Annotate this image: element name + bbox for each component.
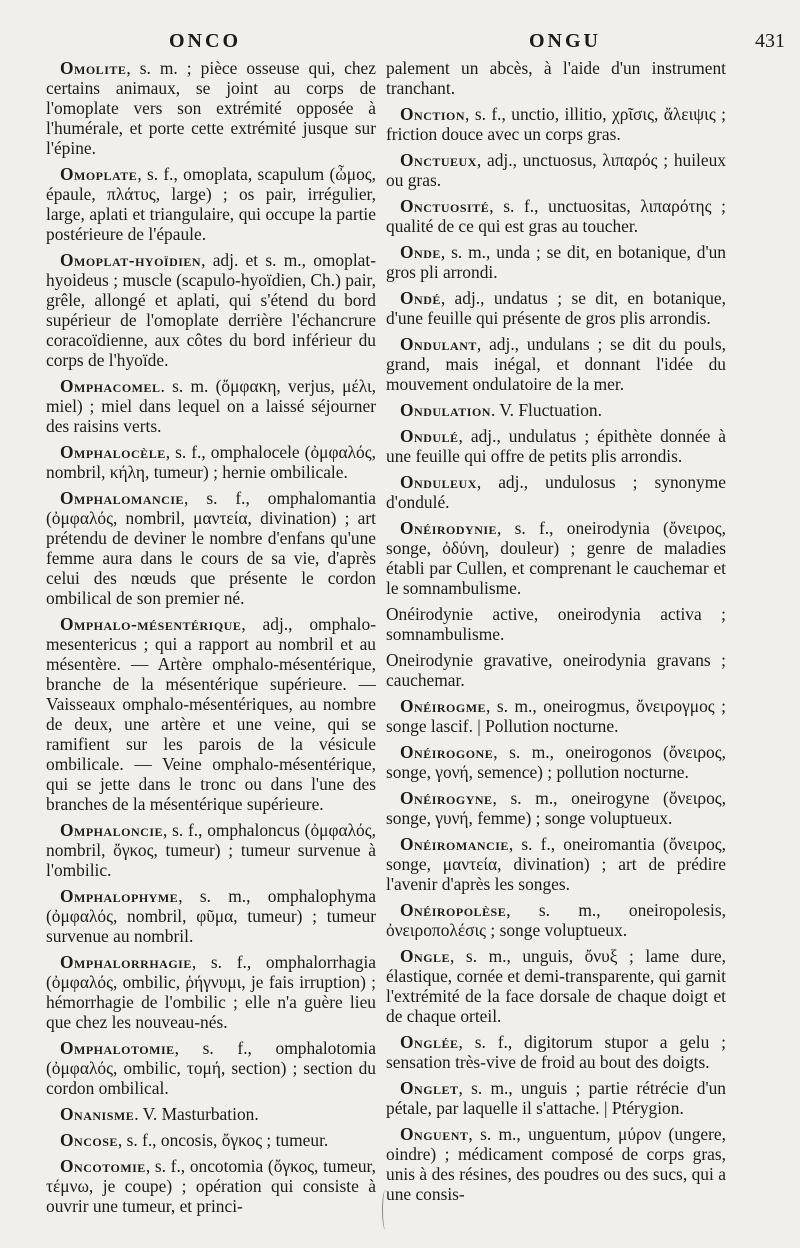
entry-definition: , s. m., unguis, ὄνυξ ; lame dure, élastique, cornée et demi-transparente, qui garnit l'extrémité de la face dorsale de chaque doigt et de chaque orteil. (386, 946, 726, 1026)
dictionary-entry (46, 58, 376, 158)
entry-headword: Onction (400, 104, 466, 124)
left-column (46, 58, 376, 1228)
entry-definition: , s. m., unguis ; partie rétrécie d'un pétale, par laquelle il s'attache. | Ptérygion. (386, 1078, 726, 1118)
entry-definition: , s. f., omphalorrhagia (ὀμφαλός, ombilic, ῥήγνυμι, je fais irruption) ; hémorrhagie de l'ombilic ; elle n'a guère lieu que chez les nouveau-nés. (46, 952, 376, 1032)
entry-headword: Omphaloncie (60, 820, 164, 840)
entry-definition: , adj., omphalo-mesentericus ; qui a rapport au nombril et au mésentère. — Artère omphalo-mésentérique, branche de la mésentérique supérieure. — Vaisseaux omphalo-mésentériques, au nombre de deux, une artère et une veine, qui se ramifient sur les parois de la vésicule ombilicale. — Veine omphalo-mésentérique, qui se jette dans le tronc ou dans l'une des branches de la mésentérique supérieure. (46, 614, 376, 814)
running-head-left: ONCO (169, 30, 241, 52)
dictionary-entry (46, 614, 376, 814)
entry-definition: , adj., undulans ; se dit du pouls, grand, mais inégal, et donnant l'idée du mouvement ondulatoire de la mer. (386, 334, 726, 394)
entry-definition: palement un abcès, à l'aide d'un instrument tranchant. (386, 58, 726, 98)
dictionary-entry (386, 58, 726, 98)
entry-headword: Onctueux (400, 150, 477, 170)
entry-definition: , s. f., oncosis, ὄγκος ; tumeur. (117, 1130, 329, 1150)
dictionary-entry (386, 900, 726, 940)
dictionary-entry (386, 742, 726, 782)
dictionary-entry (386, 472, 726, 512)
entry-headword: Onéirogone (400, 742, 494, 762)
entry-definition: , s. m., oneirogmus, ὄνειρογμος ; songe lascif. | Pollution nocturne. (386, 696, 726, 736)
dictionary-entry (46, 1156, 376, 1216)
entry-headword: Omphalotomie (60, 1038, 175, 1058)
entry-definition: , s. f., unctio, illitio, χρῖσις, ἄλειψις ; friction douce avec un corps gras. (386, 104, 726, 144)
entry-definition: . V. Fluctuation. (490, 400, 602, 420)
entry-definition: , s. f., digitorum stupor a gelu ; sensation très-vive de froid au bout des doigts. (386, 1032, 726, 1072)
entry-definition: , adj., unctuosus, λιπαρός ; huileux ou gras. (386, 150, 726, 190)
dictionary-entry (46, 164, 376, 244)
dictionary-entry (386, 696, 726, 736)
entry-headword: Onéirogyne (400, 788, 493, 808)
entry-definition: , s. m., unda ; se dit, en botanique, d'un gros pli arrondi. (386, 242, 726, 282)
dictionary-entry (46, 886, 376, 946)
dictionary-entry (386, 1032, 726, 1072)
right-column (386, 58, 726, 1228)
entry-definition: . V. Masturbation. (134, 1104, 259, 1124)
dictionary-entry (386, 788, 726, 828)
entry-headword: Omphalomancie (60, 488, 185, 508)
entry-definition: , s. f., omoplata, scapulum (ὦμος, épaule, πλάτυς, large) ; os pair, irrégulier, large, aplati et triangulaire, qui occupe la partie postérieure de l'épaule. (46, 164, 376, 244)
entry-definition: , adj., undatus ; se dit, en botanique, d'une feuille qui présente de gros plis arrondis. (386, 288, 726, 328)
dictionary-entry (46, 952, 376, 1032)
entry-headword: Omoplat-hyoïdien (60, 250, 202, 270)
dictionary-entry (386, 104, 726, 144)
entry-definition: . s. m. (ὄμφακη, verjus, μέλι, miel) ; miel dans lequel on a laissé séjourner des raisins verts. (46, 376, 376, 436)
dictionary-entry (386, 334, 726, 394)
entry-definition: , s. m., oneirogonos (ὄνειρος, songe, γονή, semence) ; pollution nocturne. (386, 742, 726, 782)
entry-headword: Onde (400, 242, 441, 262)
dictionary-entry (46, 820, 376, 880)
page-number: 431 (755, 30, 785, 52)
entry-headword: Onéirodynie (400, 518, 498, 538)
entry-definition: , s. f., oneiromantia (ὄνειρος, songe, μαντεία, divination) ; art de prédire l'avenir d'après les songes. (386, 834, 726, 894)
dictionary-entry (46, 376, 376, 436)
entry-definition: Onéirodynie active, oneirodynia activa ; somnambulisme. (386, 604, 726, 644)
dictionary-entry (386, 1124, 726, 1204)
dictionary-entry (386, 288, 726, 328)
entry-definition: , adj., undulatus ; épithète donnée à une feuille qui offre de petits plis arrondis. (386, 426, 726, 466)
dictionary-entry (386, 650, 726, 690)
entry-headword: Omphalorrhagie (60, 952, 192, 972)
entry-definition: , s. f., omphalocele (ὀμφαλός, nombril, κήλη, tumeur) ; hernie ombilicale. (46, 442, 376, 482)
entry-definition: Oneirodynie gravative, oneirodynia gravans ; cauchemar. (386, 650, 726, 690)
entry-definition: , s. f., omphalomantia (ὀμφαλός, nombril, μαντεία, divination) ; art prétendu de deviner le nombre d'enfans qu'une femme aura dans le cours de sa vie, d'après celui des nœuds que présente le cordon ombilical de son premier né. (46, 488, 376, 608)
dictionary-entry (386, 834, 726, 894)
entry-headword: Omphalophyme (60, 886, 179, 906)
entry-definition: , s. m., unguentum, μύρον (ungere, oindre) ; médicament composé de corps gras, unis à des résines, des poudres ou des sucs, qui a une consis- (386, 1124, 726, 1204)
entry-headword: Ondulant (400, 334, 477, 354)
dictionary-entry (386, 946, 726, 1026)
dictionary-entry (46, 250, 376, 370)
entry-headword: Onduleux (400, 472, 477, 492)
dictionary-entry (386, 242, 726, 282)
entry-definition: , s. m., oneirogyne (ὄνειρος, songe, γυνή, femme) ; songe voluptueux. (386, 788, 726, 828)
entry-definition: , s. f., oncotomia (ὄγκος, tumeur, τέμνω, je coupe) ; opération qui consiste à ouvrir une tumeur, et princi- (46, 1156, 376, 1216)
dictionary-entry (46, 1038, 376, 1098)
entry-headword: Omolite (60, 58, 127, 78)
dictionary-entry (386, 604, 726, 644)
entry-headword: Onanisme (60, 1104, 135, 1124)
entry-headword: Onguent (400, 1124, 469, 1144)
entry-headword: Omoplate (60, 164, 138, 184)
entry-definition: , s. f., omphalotomia (ὀμφαλός, ombilic, τομή, section) ; section du cordon ombilical. (46, 1038, 376, 1098)
entry-headword: Ondé (400, 288, 441, 308)
entry-headword: Onéiropolèse (400, 900, 507, 920)
entry-headword: Onéirogme (400, 696, 487, 716)
entry-definition: , s. m., omphalophyma (ὀμφαλός, nombril, φῦμα, tumeur) ; tumeur survenue au nombril. (46, 886, 376, 946)
dictionary-entry (46, 1130, 376, 1150)
entry-definition: , s. m. ; pièce osseuse qui, chez certains animaux, se joint au corps de l'omoplate vers son extrémité opposée à l'humérale, et porte cette extrémité jusque sur l'épine. (46, 58, 376, 158)
entry-headword: Onctuosité (400, 196, 490, 216)
entry-headword: Onglet (400, 1078, 459, 1098)
dictionary-entry (46, 442, 376, 482)
entry-headword: Onéiromancie (400, 834, 509, 854)
entry-headword: Ondulé (400, 426, 459, 446)
dictionary-entry (386, 518, 726, 598)
entry-headword: Oncose (60, 1130, 118, 1150)
entry-definition: , adj. et s. m., omoplat-hyoideus ; muscle (scapulo-hyoïdien, Ch.) pair, grêle, allongé et aplati, qui s'étend du bord supérieur de l'omoplate derrière l'échancrure coracoïdienne, aux côtes du bord inférieur du corps de l'hyoïde. (46, 250, 376, 370)
gutter-mark (382, 1190, 389, 1230)
entry-headword: Onglée (400, 1032, 459, 1052)
dictionary-entry (386, 150, 726, 190)
entry-headword: Ongle (400, 946, 451, 966)
entry-headword: Omphalo-mésentérique (60, 614, 242, 634)
dictionary-entry (386, 400, 726, 420)
dictionary-entry (46, 488, 376, 608)
dictionary-entry (46, 1104, 376, 1124)
entry-definition: , adj., undulosus ; synonyme d'ondulé. (386, 472, 726, 512)
entry-headword: Oncotomie (60, 1156, 146, 1176)
running-head-right: ONGU (529, 30, 601, 52)
dictionary-entry (386, 1078, 726, 1118)
dictionary-entry (386, 196, 726, 236)
entry-definition: , s. f., oneirodynia (ὄνειρος, songe, ὀδύνη, douleur) ; genre de maladies établi par Cullen, et comprenant le cauchemar et le somnambulisme. (386, 518, 726, 598)
entry-headword: Omphalocèle (60, 442, 166, 462)
entry-definition: , s. m., oneiropolesis, ὀνειροπολέσις ; songe voluptueux. (386, 900, 726, 940)
dictionary-entry (386, 426, 726, 466)
entry-definition: , s. f., unctuositas, λιπαρότης ; qualité de ce qui est gras au toucher. (386, 196, 726, 236)
entry-definition: , s. f., omphaloncus (ὀμφαλός, nombril, ὄγκος, tumeur) ; tumeur survenue à l'ombilic. (46, 820, 376, 880)
entry-headword: Omphacomel (60, 376, 161, 396)
entry-headword: Ondulation (400, 400, 491, 420)
